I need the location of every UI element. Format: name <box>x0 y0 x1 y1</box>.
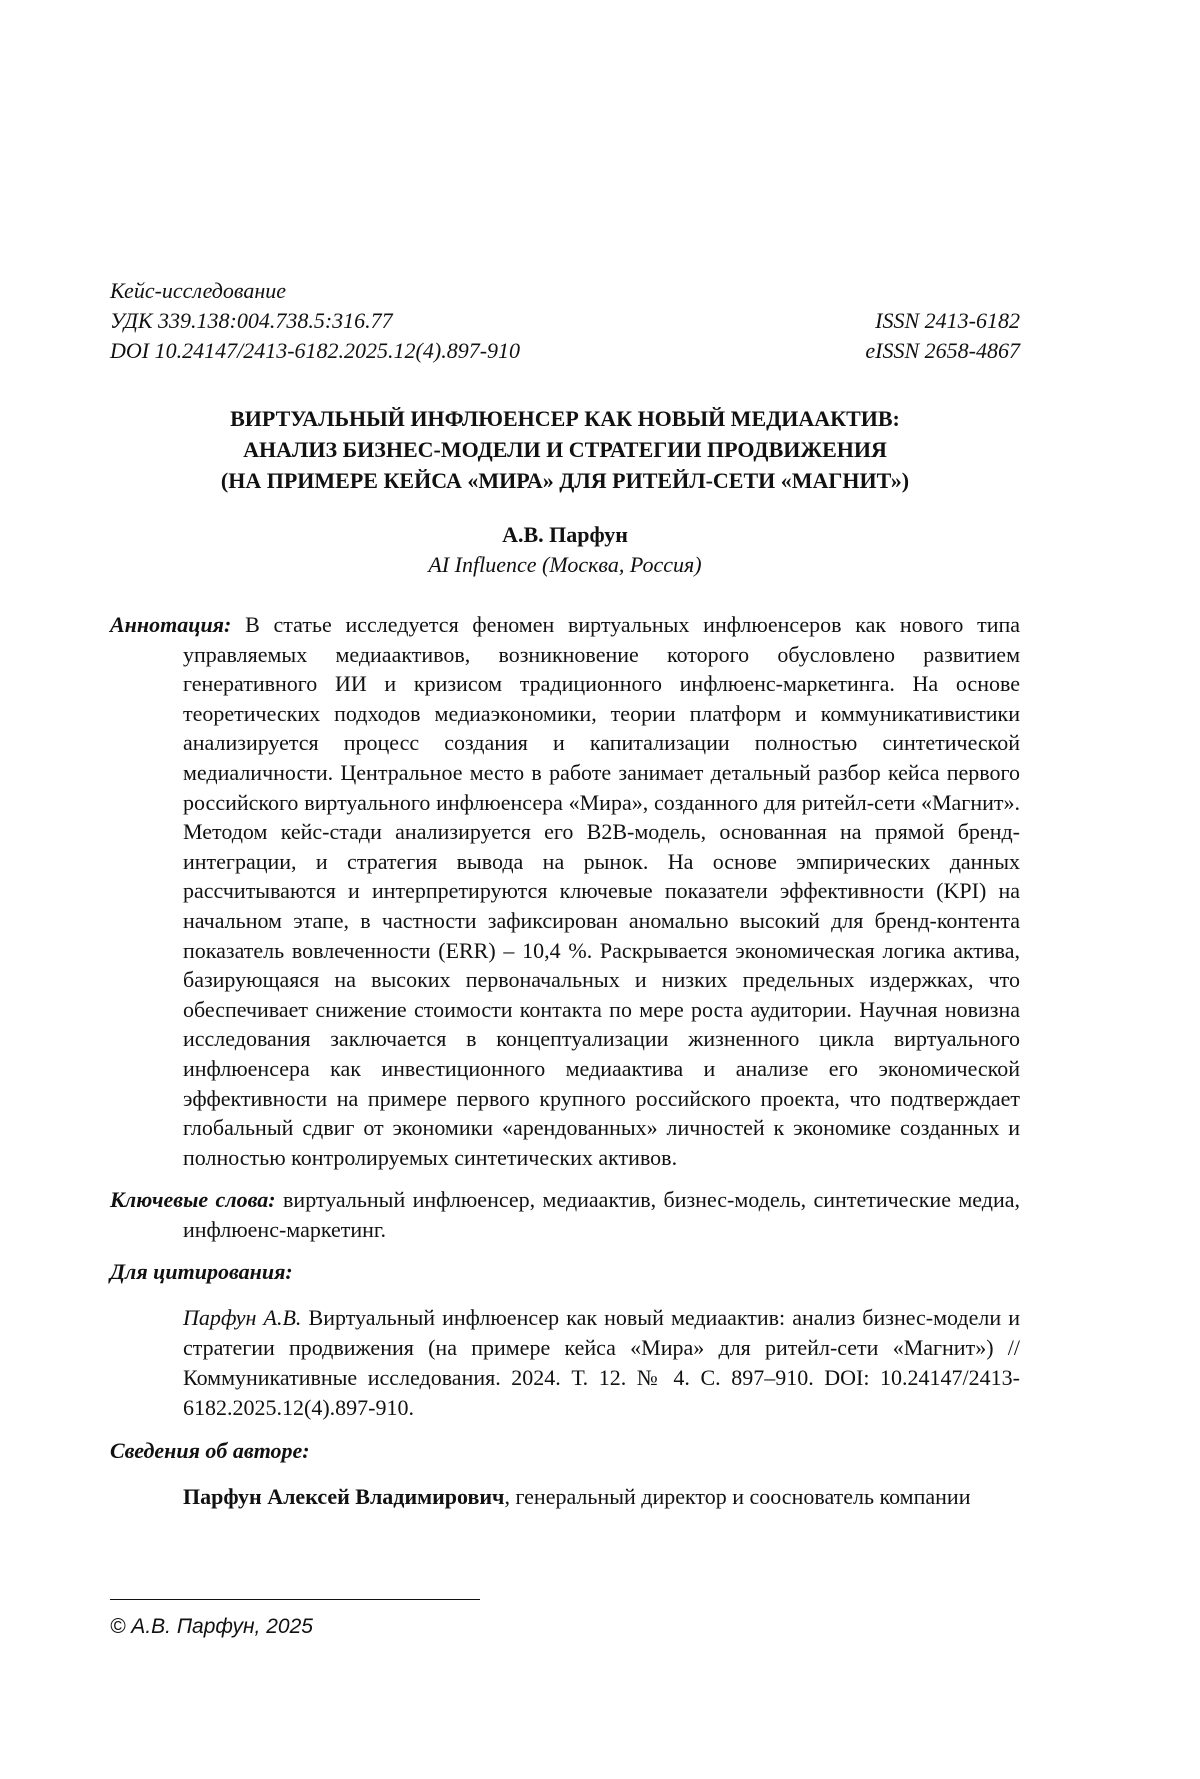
udk-issn-line <box>110 306 1020 336</box>
eissn: eISSN 2658-4867 <box>865 338 1020 363</box>
doi-eissn-line <box>110 336 1020 366</box>
copyright: © А.В. Парфун, 2025 <box>110 1615 313 1638</box>
header-meta <box>110 276 1020 366</box>
author-name: А.В. Парфун <box>502 522 628 547</box>
citation-label: Для цитирования: <box>110 1259 293 1285</box>
keywords <box>110 1185 1020 1244</box>
abstract-label: Аннотация: <box>110 612 232 637</box>
keywords-text: виртуальный инфлюенсер, медиаактив, бизнес-модель, синтетические медиа, инфлюенс-маркетинг. <box>183 1187 1020 1242</box>
article-type-line <box>110 276 1020 306</box>
abstract <box>110 610 1020 1172</box>
issn: ISSN 2413-6182 <box>875 308 1020 333</box>
citation-author: Парфун А.В. <box>183 1305 302 1331</box>
author-info <box>110 1482 1020 1512</box>
author-affiliation: AI Influence (Москва, Россия) <box>428 552 702 577</box>
article-type: Кейс-исследование <box>110 278 287 303</box>
udk: УДК 339.138:004.738.5:316.77 <box>110 308 393 333</box>
citation-text: Виртуальный инфлюенсер как новый медиаактив: анализ бизнес-модели и стратегии продвижения (на примере кейса «Мира» для ритейл-сети «Магнит») // Коммуникативные исследования. 2024. Т. 12. № 4. С. 897–910. DOI: 10.24147/2413-6182.2025.12(4).897-910. <box>183 1305 1020 1421</box>
author-info-label: Сведения об авторе: <box>110 1438 310 1464</box>
keywords-label: Ключевые слова: <box>110 1187 276 1213</box>
title-line-2: АНАЛИЗ БИЗНЕС-МОДЕЛИ И СТРАТЕГИИ ПРОДВИЖЕНИЯ <box>243 437 887 462</box>
title-line-1: ВИРТУАЛЬНЫЙ ИНФЛЮЕНСЕР КАК НОВЫЙ МЕДИААКТИВ: <box>230 406 900 431</box>
title-line-3: (НА ПРИМЕРЕ КЕЙСА «МИРА» ДЛЯ РИТЕЙЛ-СЕТИ «МАГНИТ») <box>220 468 910 493</box>
article-title <box>110 403 1020 496</box>
doi: DOI 10.24147/2413-6182.2025.12(4).897-910 <box>110 338 521 363</box>
author-full-name: Парфун Алексей Владимирович <box>183 1484 505 1510</box>
abstract-text: В статье исследуется феномен виртуальных инфлюенсеров как нового типа управляемых медиаактивов, возникновение которого обусловлено развитием генеративного ИИ и кризисом традиционного инфлюенс-маркетинга. На основе теоретических подходов медиаэкономики, теории платформ и коммуникативистики анализируется процесс создания и капитализации полностью синтетической медиаличности. Центральное место в работе занимает детальный разбор кейса первого российского виртуального инфлюенсера «Мира», созданного для ритейл-сети «Магнит». Методом кейс-стади анализируется его B2B-модель, основанная на прямой бренд-интеграции, и стратегия вывода на рынок. На основе эмпирических данных рассчитываются и интерпретируются ключевые показатели эффективности (KPI) на начальном этапе, в частности зафиксирован аномально высокий для бренд-контента показатель вовлеченности (ERR) – 10,4 %. Раскрывается экономическая логика актива, базирующаяся на высоких первоначальных и низких предельных издержках, что обеспечивает снижение стоимости контакта по мере роста аудитории. Научная новизна исследования заключается в концептуализации жизненного цикла виртуального инфлюенсера как инвестиционного медиаактива и анализе его экономической эффективности на примере первого крупного российского проекта, что подтверждает глобальный сдвиг от экономики «арендованных» личностей к экономике созданных и полностью контролируемых синтетических активов. <box>183 612 1021 1170</box>
article-page <box>110 276 1020 1512</box>
author-position: , генеральный директор и сооснователь компании <box>504 1484 971 1510</box>
footnote-divider <box>110 1599 480 1600</box>
citation <box>110 1303 1020 1423</box>
